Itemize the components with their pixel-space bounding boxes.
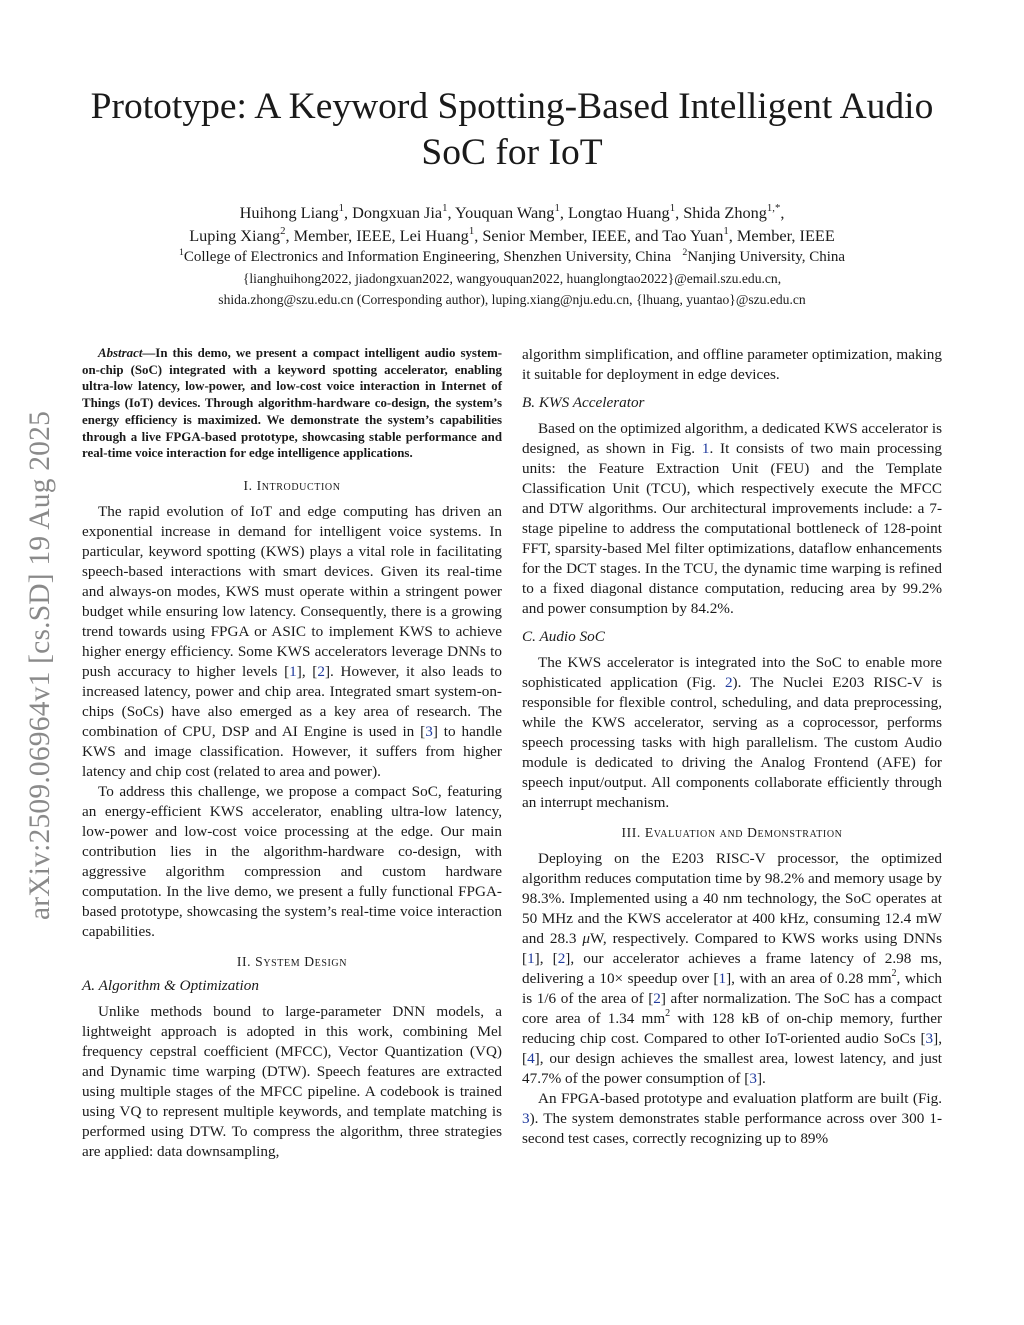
- subsection-title-kws-accelerator: B. KWS Accelerator: [522, 394, 645, 411]
- citation-link[interactable]: 2: [557, 950, 566, 967]
- member-tag: Senior Member, IEEE: [482, 226, 627, 245]
- paper-title: Prototype: A Keyword Spotting-Based Intelligent Audio SoC for IoT: [90, 86, 934, 173]
- affiliation-2: Nanjing University, China: [687, 249, 846, 265]
- subsection-title-audio-soc: C. Audio SoC: [522, 628, 605, 645]
- algorithm-paragraph-continued: algorithm simplification, and offline parameter optimization, making it suitable for deployment in edge devices.: [522, 346, 942, 383]
- citation-link[interactable]: 1: [289, 662, 297, 680]
- arxiv-stamp-text: arXiv:2509.06964v1 [cs.SD] 19 Aug 2025: [24, 410, 57, 920]
- abstract-text: —In this demo, we present a compact intelligent audio system-on-chip (SoC) integrated with a keyword spotting accelerator, enabling ultra-low latency, low-power, and low-cost voice interaction in Internet of Things (IoT) devices. Through algorithm-hardware co-design, the system’s energy efficiency is maximized. We demonstrate the system’s capabilities through a live FPGA-based prototype, showcasing stable performance and real-time voice interaction for edge intelligence applications.: [82, 346, 502, 461]
- abstract: [82, 345, 502, 462]
- author-name: Dongxuan Jia: [352, 203, 443, 222]
- citation-link[interactable]: 2: [317, 662, 325, 680]
- section-title-system-design: II. System Design: [236, 953, 348, 969]
- arxiv-stamp: [16, 370, 66, 960]
- citation-link[interactable]: 4: [527, 1050, 535, 1067]
- author-name: Tao Yuan: [662, 226, 724, 245]
- right-column: [522, 345, 942, 1149]
- member-tag: Member, IEEE: [736, 226, 835, 245]
- citation-link[interactable]: 3: [749, 1070, 757, 1087]
- author-name: Luping Xiang: [189, 226, 281, 245]
- author-line-1: Huihong Liang$^1$, Dongxuan Jia$^1$, Youquan Wang$^1$, Longtao Huang$^1$, Shida Zhong$^{1,*}$,: [239, 202, 785, 222]
- citation-link[interactable]: 2: [653, 990, 661, 1007]
- abstract-paragraph: [82, 345, 502, 462]
- section-title-introduction: I. Introduction: [243, 477, 341, 493]
- author-name: Longtao Huang: [567, 203, 670, 222]
- algorithm-paragraph: Unlike methods bound to large-parameter DNN models, a lightweight approach is adopted in this work, combining Mel frequency cepstral coefficient (MFCC), Vector Quantization (VQ) and Dynamic time warping (DTW). Speech features are extracted using multiple stages of the MFCC pipeline. A codebook is trained using VQ to represent multiple keywords, and template matching is performed using DTW. To compress the algorithm, three strategies are applied: data downsampling,: [82, 1002, 502, 1160]
- email-line-2: shida.zhong@szu.edu.cn (Corresponding author), luping.xiang@nju.edu.cn, {lhuang, yuantao}@szu.edu.cn: [218, 292, 806, 307]
- left-column: [82, 345, 502, 1162]
- figure-link[interactable]: 3: [522, 1110, 530, 1127]
- author-block: [60, 201, 964, 310]
- abstract-label: Abstract: [98, 346, 143, 360]
- evaluation-paragraph-2: An FPGA-based prototype and evaluation platform are built (Fig. 3). The system demonstrates stable performance across over 300 1-second test cases, correctly recognizing up to 89%: [522, 1090, 942, 1147]
- author-name: Huihong Liang: [239, 203, 339, 222]
- figure-link[interactable]: 1: [701, 440, 710, 457]
- author-line-2: Luping Xiang$^2$, Member, IEEE, Lei Huang$^1$, Senior Member, IEEE, and Tao Yuan$^1$, Member, IEEE: [189, 225, 835, 245]
- affiliation-1: College of Electronics and Information Engineering, Shenzhen University, China: [183, 249, 672, 265]
- member-tag: Member, IEEE: [293, 226, 392, 245]
- citation-link[interactable]: 3: [425, 722, 433, 740]
- evaluation-paragraph-1: Deploying on the E203 RISC-V processor, the optimized algorithm reduces computation time by 98.2% and memory usage by 98.3%. Implemented using a 40 nm technology, the SoC operates at 50 MHz and the KWS accelerator at 400 kHz, consuming 12.4 mW and 28.3 μW, respectively. Compared to KWS works using DNNs [1], [2], our accelerator achieves a frame latency of 2.98 ms, delivering a 10× speedup over [1], with an area of 0.28 $mm^2$, which is 1/6 of the area of [2] after normalization. The SoC has a compact core area of 1.34 $mm^2$ with 128 kB of on-chip memory, further reducing chip cost. Compared to other IoT-oriented audio SoCs [3], [4], our design achieves the smallest area, lowest latency, and just 47.7% of the power consumption of [3].: [522, 850, 942, 1087]
- subsection-title-algorithm: A. Algorithm & Optimization: [82, 976, 259, 994]
- intro-paragraph-2: To address this challenge, we propose a compact SoC, featuring an energy-efficient KWS accelerator, enabling ultra-low latency, low-power and low-cost voice processing at the edge. Our main contribution lies in the algorithm-hardware co-design, with aggressive algorithm compression and custom hardware computation. In the live demo, we present a fully functional FPGA-based prototype, showcasing the system’s real-time voice interaction capabilities.: [82, 782, 502, 940]
- intro-paragraph-1: The rapid evolution of IoT and edge computing has driven an exponential increase in demand for intelligent voice systems. In particular, keyword spotting (KWS) plays a vital role in facilitating speech-based interactions with smart devices. Given its real-time and always-on modes, KWS must operate within a stringent power budget while ensuring low latency. Consequently, there is a growing trend towards using FPGA or ASIC to implement KWS to achieve higher energy efficiency. Some KWS accelerators leverage DNNs to push accuracy to higher levels [1], [2]. However, it also leads to increased latency, power and chip area. Integrated smart system-on-chips (SoCs) have also emerged as a key area of research. The combination of CPU, DSP and AI Engine is used in [3] to handle KWS and image classification. However, it suffers from higher latency and chip cost (related to area and power).: [82, 502, 502, 780]
- kws-paragraph: Based on the optimized algorithm, a dedicated KWS accelerator is designed, as shown in Fig. 1. It consists of two main processing units: the Feature Extraction Unit (FEU) and the Template Classification Unit (TCU), which respectively execute the MFCC and DTW algorithms. Our architectural improvements include: a 7-stage pipeline to address the computational bottleneck of 128-point FFT, sparsity-based Mel filter optimizations, dataflow enhancements for the DCT stages. In the TCU, the dynamic time warping is refined to a fixed diagonal distance computation, reducing area by 99.2% and power consumption by 84.2%.: [522, 420, 943, 617]
- soc-paragraph: The KWS accelerator is integrated into the SoC to enable more sophisticated application (Fig. 2). The Nuclei E203 RISC-V is responsible for flexible control, scheduling, and data preprocessing, while the KWS accelerator, serving as a coprocessor, performs speech processing tasks with high parallelism. The custom Audio module is dedicated to driving the Analog Frontend (AFE) for speech input/output. All components collaborate efficiently through an interrupt mechanism.: [522, 654, 942, 811]
- author-name: Youquan Wang: [455, 203, 555, 222]
- citation-link[interactable]: 1: [718, 970, 727, 987]
- author-name: Lei Huang: [399, 226, 469, 245]
- citation-link[interactable]: 3: [925, 1030, 934, 1047]
- citation-link[interactable]: 1: [527, 950, 535, 967]
- email-line-1: {lianghuihong2022, jiadongxuan2022, wangyouquan2022, huanglongtao2022}@email.szu.edu.cn,: [242, 271, 782, 286]
- author-name: Shida Zhong: [683, 203, 767, 222]
- affiliation-line: $^1$College of Electronics and Information Engineering, Shenzhen University, China $^2$Nanjing University, China: [178, 246, 846, 265]
- figure-link[interactable]: 2: [724, 674, 733, 691]
- section-title-evaluation: III. Evaluation and Demonstration: [621, 825, 843, 840]
